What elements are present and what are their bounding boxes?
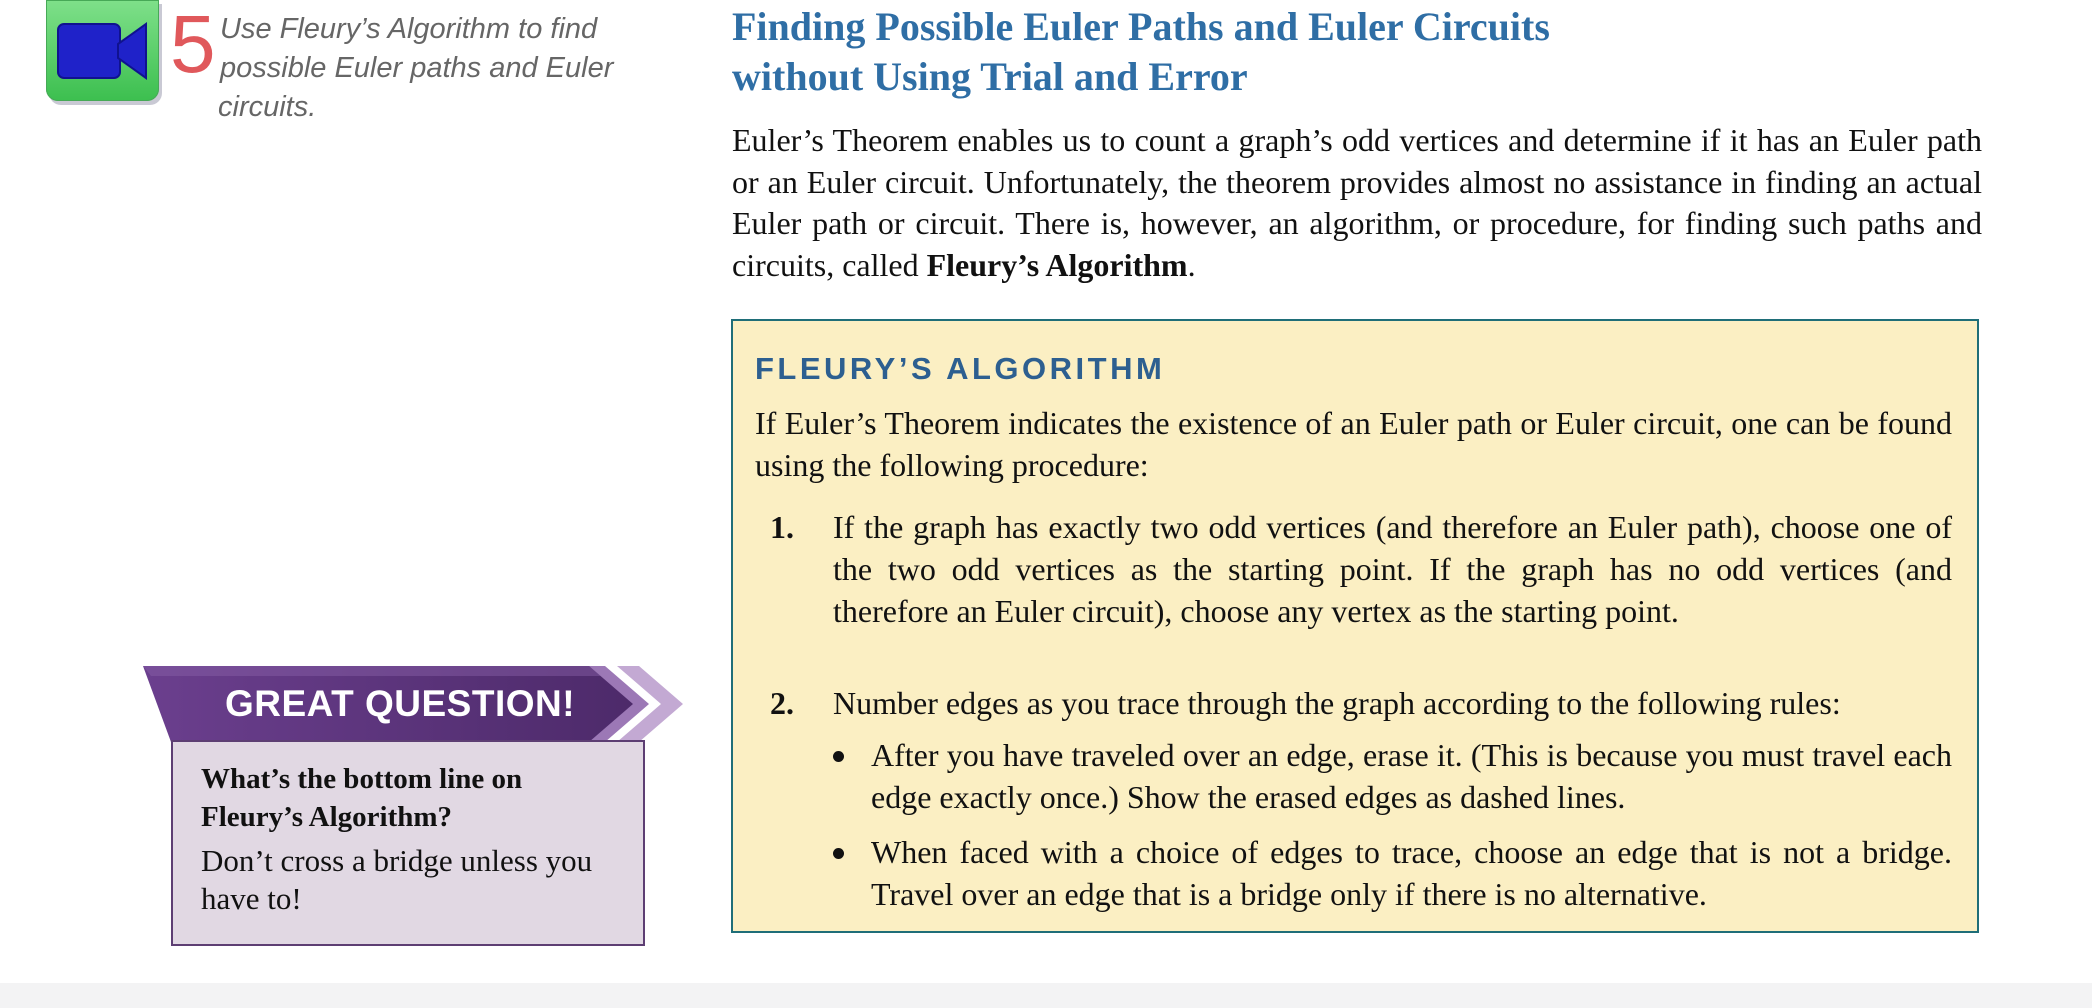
rule-text: When faced with a choice of edges to trace, choose an edge that is not a bridge. Travel over an edge that is a bridge only if there is no alternative. [871,834,1952,912]
algorithm-step [755,682,1952,724]
objective-line: Use Fleury’s Algorithm to find [220,13,598,45]
bullet-dot-icon [833,848,844,859]
algorithm-intro: If Euler’s Theorem indicates the existence of an Euler path or Euler circuit, one can be found using the following procedure: [755,405,1952,483]
rule-text: After you have traveled over an edge, erase it. (This is because you must travel each edge exactly once.) Show the erased edges as dashed lines. [871,737,1952,815]
section-title [732,2,2032,102]
objective-line: possible Euler paths and Euler [220,52,614,84]
video-camera-icon[interactable] [46,0,159,101]
great-question-box [171,740,645,946]
objective-number: 5 [170,0,216,90]
algorithm-step [755,506,1952,632]
page-footer-band [0,983,2092,1008]
section-title-line: Finding Possible Euler Paths and Euler Circuits [732,4,1550,49]
step-number: 1. [770,509,794,545]
step-number: 2. [770,685,794,721]
algorithm-title: FLEURY’S ALGORITHM [755,351,1166,386]
algorithm-box [731,319,1979,933]
great-question-answer: Don’t cross a bridge unless you have to! [201,843,593,916]
fleury-term: Fleury’s Algorithm [926,246,1188,283]
great-question-label: GREAT QUESTION! [224,683,576,724]
step-text: If the graph has exactly two odd vertices (and therefore an Euler path), choose one of the two odd vertices as the starting point. If the graph has no odd vertices (and therefore an Euler circuit), choose any vertex as the starting point. [833,509,1952,629]
intro-period: . [1187,246,1196,283]
rule-bullet [755,831,1952,915]
objective-line: circuits. [218,91,317,123]
step-text: Number edges as you trace through the graph according to the following rules: [833,685,1841,721]
bullet-dot-icon [833,751,844,762]
intro-paragraph [732,120,1982,286]
section-title-line: without Using Trial and Error [732,54,1248,99]
objective-text [220,10,640,127]
rule-bullet [755,734,1952,818]
intro-text: Euler’s Theorem enables us to count a graph’s odd vertices and determine if it has an Euler path or an Euler circuit. Unfortunately, the theorem provides almost no assistance in finding an actual Euler path or circuit. There is, however, an algorithm, or procedure, for finding such paths and circuits, called [732,122,1982,283]
great-question-question: What’s the bottom line on Fleury’s Algorithm? [201,763,523,833]
